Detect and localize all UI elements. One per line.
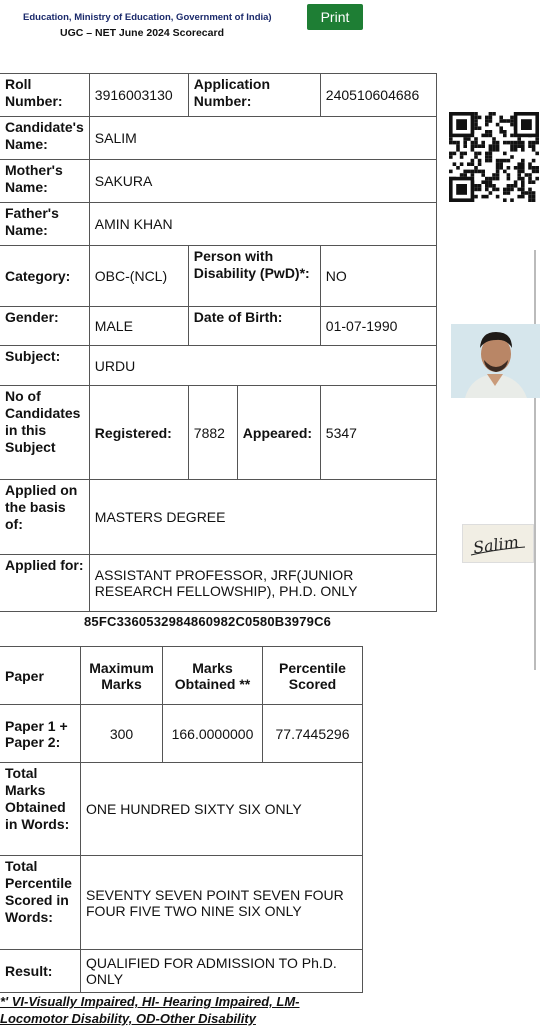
applied-for-value: ASSISTANT PROFESSOR, JRF(JUNIOR RESEARCH FELLOWSHIP), PH.D. ONLY (89, 555, 436, 612)
scroll-divider (534, 250, 536, 670)
pwd-label: Person with Disability (PwD)*: (188, 246, 320, 307)
registered-label: Registered: (89, 386, 188, 480)
percentile-header: Percentile Scored (263, 647, 363, 705)
roll-number-label: Roll Number: (0, 74, 89, 117)
dob-value: 01-07-1990 (320, 307, 436, 346)
result-value: QUALIFIED FOR ADMISSION TO Ph.D. ONLY (81, 950, 363, 993)
application-number-value: 240510604686 (320, 74, 436, 117)
page-title: UGC – NET June 2024 Scorecard (60, 27, 224, 39)
total-words-label: Total Marks Obtained in Words: (0, 763, 81, 856)
subject-value: URDU (89, 346, 436, 386)
application-number-label: Application Number: (188, 74, 320, 117)
registered-value: 7882 (188, 386, 237, 480)
percentile-words-label: Total Percentile Scored in Words: (0, 856, 81, 950)
qr-code-icon (449, 104, 539, 210)
candidate-name-value: SALIM (89, 117, 436, 160)
applied-for-label: Applied for: (0, 555, 89, 612)
score-table (0, 646, 363, 993)
father-name-label: Father's Name: (0, 203, 89, 246)
gender-value: MALE (89, 307, 188, 346)
qr-code-graphic (449, 104, 539, 210)
print-button[interactable]: Print (307, 4, 363, 30)
gender-label: Gender: (0, 307, 89, 346)
footnote (0, 993, 330, 1027)
ministry-header: Education, Ministry of Education, Government of India) (23, 12, 272, 23)
father-name-value: AMIN KHAN (89, 203, 436, 246)
hash-code: 85FC3360532984860982C0580B3979C6 (84, 614, 332, 629)
photo-graphic (451, 324, 540, 398)
mother-name-label: Mother's Name: (0, 160, 89, 203)
dob-label: Date of Birth: (188, 307, 320, 346)
category-label: Category: (0, 246, 89, 307)
paper-label: Paper 1 + Paper 2: (0, 705, 81, 763)
footnote-text: *' VI-Visually Impaired, HI- Hearing Impaired, LM-Locomotor Disability, OD-Other Disability (0, 994, 300, 1026)
roll-number-value: 3916003130 (89, 74, 188, 117)
candidate-name-label: Candidate's Name: (0, 117, 89, 160)
paper-header: Paper (0, 647, 81, 705)
signature-image (462, 524, 534, 563)
pwd-value: NO (320, 246, 436, 307)
appeared-value: 5347 (320, 386, 436, 480)
signature-graphic (463, 525, 533, 562)
total-words-value: ONE HUNDRED SIXTY SIX ONLY (81, 763, 363, 856)
percentile-words-value: SEVENTY SEVEN POINT SEVEN FOUR FOUR FIVE TWO NINE SIX ONLY (81, 856, 363, 950)
max-marks-header: Maximum Marks (81, 647, 163, 705)
result-label: Result: (0, 950, 81, 993)
appeared-label: Appeared: (237, 386, 320, 480)
percentile-value: 77.7445296 (263, 705, 363, 763)
marks-obtained-value: 166.0000000 (163, 705, 263, 763)
basis-label: Applied on the basis of: (0, 480, 89, 555)
category-value: OBC-(NCL) (89, 246, 188, 307)
signature-text: Salim (471, 532, 520, 558)
marks-obtained-header: Marks Obtained ** (163, 647, 263, 705)
candidate-details-table (0, 73, 437, 612)
max-marks-value: 300 (81, 705, 163, 763)
subject-label: Subject: (0, 346, 89, 386)
candidate-photo (451, 324, 540, 398)
basis-value: MASTERS DEGREE (89, 480, 436, 555)
candidate-count-label: No of Candidates in this Subject (0, 386, 89, 480)
mother-name-value: SAKURA (89, 160, 436, 203)
